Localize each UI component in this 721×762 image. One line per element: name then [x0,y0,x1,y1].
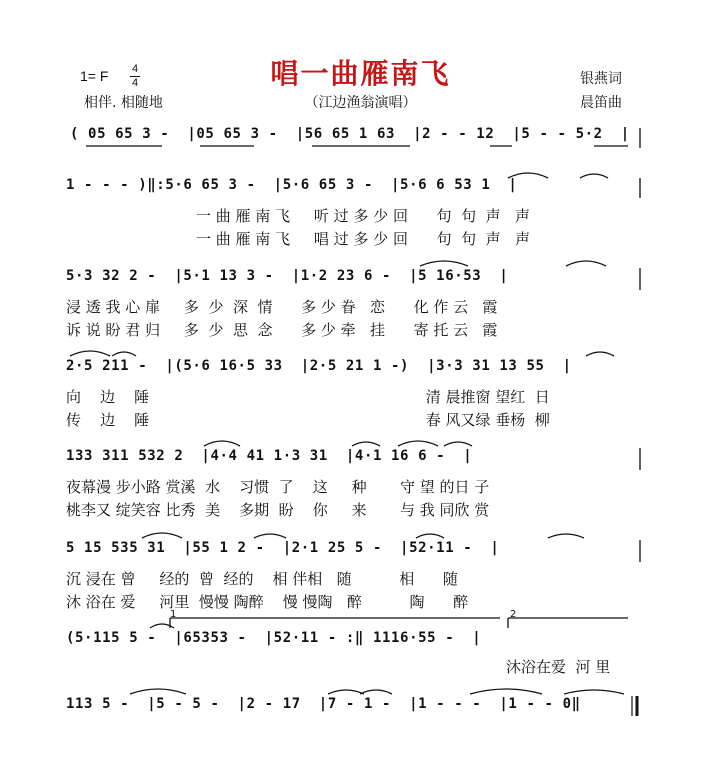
slur [470,689,542,694]
slur [254,534,286,538]
slur [360,690,392,694]
volta-2-label: 2 [510,609,517,620]
slur [566,261,606,266]
slur [420,261,468,266]
slur [586,352,614,356]
time-numerator: 4 [131,63,139,75]
lyric-verse-1: 沉 浸在 曾 经的 曾 经的 相 伴相 随 相 随 [66,570,458,588]
lyric-verse-2: 一 曲 雁 南 飞 唱 过 多 少 回 句 句 声 声 [196,230,530,248]
staff-line-6: 5 15 535 31 |55 1 2 - |2·1 25 5 - |52·11 - | [66,540,500,556]
slur [398,441,438,446]
slur [328,690,364,694]
slur [580,174,608,178]
lyric-verse-2: 传 边 陲 春 风又绿 垂杨 柳 [66,411,550,429]
song-title: 唱一曲雁南飞 [270,57,451,90]
performer-note: （江边渔翁演唱） [304,95,417,111]
slur [548,534,584,538]
staff-line-5: 133 311 532 2 |4·4 41 1·3 31 |4·1 16 6 - | [66,448,473,464]
lyric-verse-1: 浸 透 我 心 扉 多 少 深 情 多 少 眷 恋 化 作 云 霞 [66,298,498,316]
lyric-coda: 沐浴在爱 河 里 [506,658,611,676]
slur [444,442,472,446]
slur [564,690,624,694]
slur [112,352,136,356]
staff-line-4: 2·5 211 - |(5·6 16·5 33 |2·5 21 1 -) |3·3 31 13 55 | [66,358,572,374]
lyric-verse-2: 诉 说 盼 君 归 多 少 思 念 多 少 牵 挂 寄 托 云 霞 [66,321,498,339]
staff-line-1: ( 05 65 3 - |05 65 3 - |56 65 1 63 |2 - - 12 |5 - - 5·2 | [70,126,630,142]
staff-line-8: 113 5 - |5 - 5 - |2 - 17 |7 - 1 - |1 - - - |1 - - 0‖ [66,696,581,712]
staff-line-7: (5·115 5 - |65353 - |52·11 - :‖ 1116·55 - | [66,630,482,646]
lyric-verse-1: 夜幕漫 步小路 赏溪 水 习惯 了 这 种 守 望 的日 子 [66,478,490,496]
slur [416,534,444,538]
lyric-verse-2: 桃李又 绽笑容 比秀 美 多期 盼 你 来 与 我 同欣 赏 [66,501,490,519]
slur [204,441,240,446]
composer-credit: 晨笛曲 [580,95,622,111]
staff-line-2: 1 - - - )‖:5·6 65 3 - |5·6 65 3 - |5·6 6 53 1 | [66,177,518,193]
volta-1-label: 1 [170,609,177,620]
lyric-verse-2: 沐 浴在 爱 河里 慢慢 陶醉 慢 慢陶 醉 陶 醉 [66,593,469,611]
slur [352,442,380,446]
key-signature: 1= F [80,68,109,84]
lyric-verse-1: 一 曲 雁 南 飞 听 过 多 少 回 句 句 声 声 [196,207,530,225]
tempo-marking: 相伴. 相随地 [84,95,163,111]
lyricist-credit: 银燕词 [580,71,622,87]
staff-line-3: 5·3 32 2 - |5·1 13 3 - |1·2 23 6 - |5 16·53 | [66,268,509,284]
slur [142,533,182,538]
time-denominator: 4 [131,77,139,89]
lyric-verse-1: 向 边 陲 清 晨推窗 望红 日 [66,388,550,406]
slur [70,351,110,356]
slur [130,689,186,694]
